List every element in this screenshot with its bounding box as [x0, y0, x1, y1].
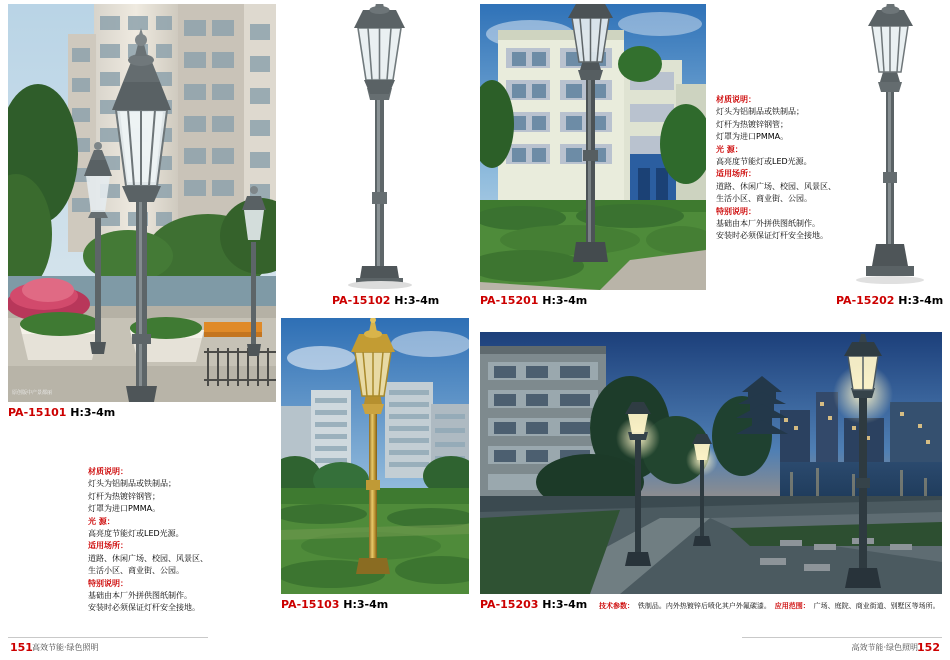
spec-line-note-1: 基础由本厂外拼供图纸制作。 [88, 590, 192, 600]
caption-pa-15201 [480, 294, 587, 307]
caption-pa-15103 [281, 598, 388, 611]
spec-block-left [88, 466, 228, 615]
spec-line-application-1: 道路、休闲广场、校园、风景区、 [716, 181, 836, 191]
caption-apply-label: 应用范围： [774, 602, 810, 610]
spec-line-material-2: 灯杆为热镀锌钢管； [716, 119, 788, 129]
spec-line-application-2: 生活小区、商业街、公园。 [716, 194, 812, 204]
spec-line-material-2: 灯杆为热镀锌钢管； [88, 491, 160, 501]
caption-code-pa-15203: PA-15203 [480, 598, 539, 611]
photo-illustration [836, 4, 946, 290]
spec-title-material: 材质说明： [88, 467, 128, 476]
caption-code-pa-15202: PA-15202 [836, 294, 895, 307]
spec-line-note-1: 基础由本厂外拼供图纸制作。 [716, 218, 820, 228]
caption-code-pa-15103: PA-15103 [281, 598, 340, 611]
product-photo-pa-15102 [300, 4, 460, 290]
spec-line-material-3: 灯罩为进口PMMA。 [88, 504, 161, 514]
caption-height-pa-15102: H:3-4m [394, 294, 440, 307]
caption-spec-text: 铁制品。内外热镀锌后喷化其户外氟碳漆。 [637, 602, 771, 610]
photo-illustration [8, 4, 276, 402]
caption-pa-15202 [836, 294, 943, 307]
spec-line-note-2: 安装时必须保证灯杆安全接地。 [88, 603, 200, 613]
spec-line-material-1: 灯头为铝制品或铁制品； [716, 107, 804, 117]
footer-text-left: 高效节能·绿色照明 [32, 643, 99, 652]
spec-title-note: 特别说明： [716, 206, 756, 216]
spec-line-application-2: 生活小区、商业街、公园。 [88, 566, 184, 576]
product-photo-pa-15202 [836, 4, 946, 290]
spec-title-material: 材质说明： [716, 95, 756, 104]
spec-title-application: 适用场所： [88, 541, 128, 551]
spec-line-source-1: 高亮度节能灯或LED光源。 [716, 156, 812, 166]
caption-apply-text: 广场、庭院、商业街道、别墅区等场所。 [813, 602, 940, 610]
spec-title-note: 特别说明： [88, 578, 128, 588]
spec-title-source: 光 源： [88, 516, 115, 526]
spec-line-note-2: 安装时必须保证灯杆安全接地。 [716, 231, 828, 241]
product-photo-pa-15101 [8, 4, 276, 402]
page-number-right: 152 [917, 641, 940, 654]
spec-line-material-3: 灯罩为进口PMMA。 [716, 132, 789, 142]
photo-illustration [281, 318, 469, 594]
footer-text-right: 高效节能·绿色照明 [851, 643, 918, 652]
caption-code-pa-15102: PA-15102 [332, 294, 391, 307]
page-number-left: 151 [10, 641, 33, 654]
spec-block-right [716, 94, 856, 243]
caption-height-pa-15202: H:3-4m [898, 294, 944, 307]
spec-title-application: 适用场所： [716, 169, 756, 179]
footer-rule-right [742, 637, 942, 638]
photo-illustration [480, 4, 706, 290]
spec-line-application-1: 道路、休闲广场、校园、风景区、 [88, 553, 208, 563]
photo-illustration [300, 4, 460, 290]
caption-spec-label: 技术参数： [599, 602, 635, 610]
photo-illustration [480, 332, 942, 594]
product-photo-pa-15103 [281, 318, 469, 594]
product-photo-pa-15203 [480, 332, 942, 594]
caption-pa-15102 [332, 294, 439, 307]
spec-title-source: 光 源： [716, 144, 743, 154]
caption-code-pa-15201: PA-15201 [480, 294, 539, 307]
caption-pa-15101 [8, 406, 115, 419]
spec-line-source-1: 高亮度节能灯或LED光源。 [88, 528, 184, 538]
caption-code-pa-15101: PA-15101 [8, 406, 67, 419]
caption-pa-15203 [480, 598, 940, 611]
caption-height-pa-15201: H:3-4m [542, 294, 588, 307]
footer-rule-left [8, 637, 208, 638]
product-photo-pa-15201 [480, 4, 706, 290]
photo-watermark: 原创版中产景都丽 [12, 390, 53, 396]
caption-height-pa-15203: H:3-4m [542, 598, 588, 611]
caption-height-pa-15101: H:3-4m [70, 406, 116, 419]
caption-height-pa-15103: H:3-4m [343, 598, 389, 611]
spec-line-material-1: 灯头为铝制品或铁制品； [88, 479, 176, 489]
